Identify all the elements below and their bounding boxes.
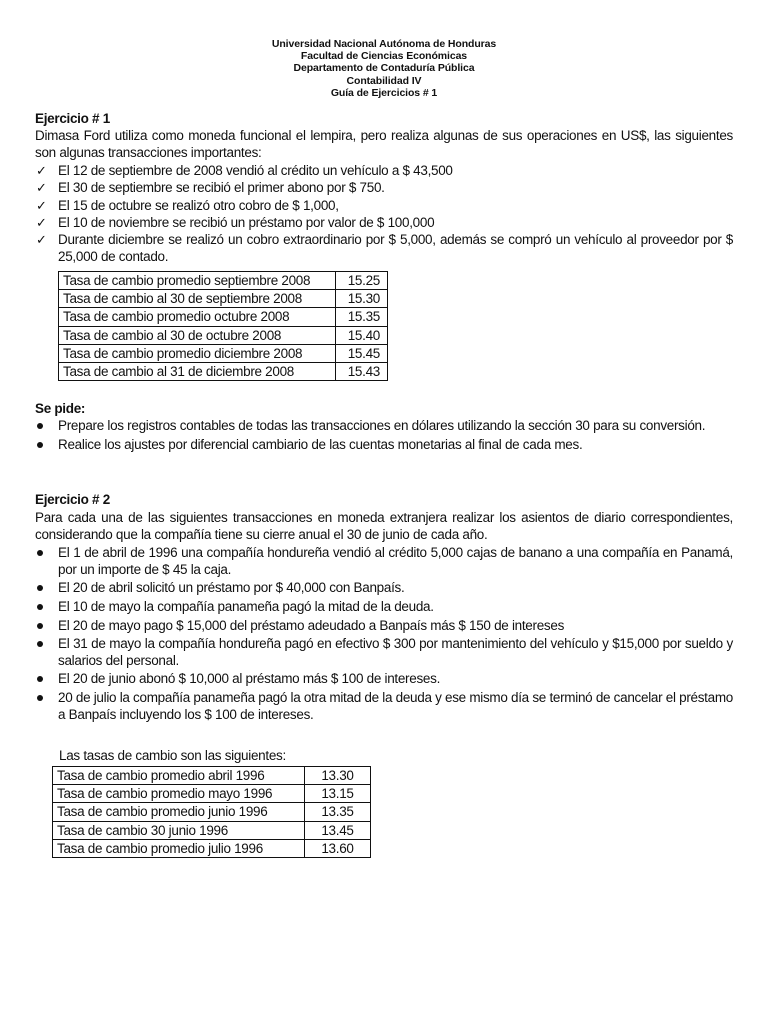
check-icon: ✓: [36, 214, 47, 230]
exercise-2-rates-table: [52, 766, 371, 858]
exercise-1-rates-table: [58, 271, 388, 381]
check-icon: ✓: [36, 232, 47, 248]
list-item: ✓ El 12 de septiembre de 2008 vendió al crédito un vehículo a $ 43,500: [36, 163, 453, 178]
exercise-1-intro: Dimasa Ford utiliza como moneda funcional el lempira, pero realiza algunas de sus operaciones en US$, las siguientes son algunas transacciones importantes:: [35, 128, 733, 160]
bullet-icon: [37, 604, 43, 610]
table-row: Tasa de cambio promedio diciembre 2008 15.45: [59, 344, 388, 362]
table-row: Tasa de cambio promedio abril 1996 13.30: [53, 767, 371, 785]
list-item: ✓ El 15 de octubre se realizó otro cobro de $ 1,000,: [36, 197, 339, 213]
bullet-icon: [37, 585, 43, 591]
table-row: Tasa de cambio promedio octubre 2008 15.35: [59, 308, 388, 326]
header-guide-title: Guía de Ejercicios # 1: [330, 86, 438, 99]
check-icon: ✓: [36, 163, 47, 178]
header-course: Contabilidad IV: [346, 74, 422, 87]
bullet-icon: [37, 550, 43, 556]
table-row: Tasa de cambio promedio mayo 1996 13.15: [53, 785, 371, 803]
table-row: Tasa de cambio al 31 de diciembre 2008 15.43: [59, 363, 388, 381]
exercise-2-intro: Para cada una de las siguientes transacciones en moneda extranjera realizar los asientos de diario correspondientes, considerando que la compañía tiene su cierre anual el 30 de junio de cada año.: [35, 510, 733, 542]
bullet-icon: [37, 695, 43, 701]
bullet-icon: [37, 442, 43, 448]
exercise-1-tasks: [35, 418, 733, 455]
header-department: Departamento de Contaduría Pública: [293, 62, 475, 75]
table-row: Tasa de cambio promedio julio 1996 13.60: [53, 839, 371, 857]
list-item: Prepare los registros contables de todas las transacciones en dólares utilizando la sección 30 para su conversión.: [35, 418, 733, 435]
list-item: 20 de julio la compañía panameña pagó la otra mitad de la deuda y ese mismo día se terminó de cancelar el préstamo a Banpaís incluyendo los $ 100 de intereses.: [35, 690, 733, 723]
table-row: Tasa de cambio promedio junio 1996 13.35: [53, 803, 371, 821]
table-row: Tasa de cambio al 30 de septiembre 2008 15.30: [59, 290, 388, 308]
bullet-icon: [37, 641, 43, 647]
header-faculty: Facultad de Ciencias Económicas: [300, 50, 468, 63]
table-row: Tasa de cambio promedio septiembre 2008 15.25: [59, 272, 388, 290]
list-item: El 10 de mayo la compañía panameña pagó la mitad de la deuda.: [35, 599, 733, 616]
bullet-icon: [37, 423, 43, 429]
exercise-2-title: Ejercicio # 2: [35, 492, 110, 507]
list-item: El 31 de mayo la compañía hondureña pagó en efectivo $ 300 por mantenimiento del vehículo y $15,000 por sueldo y salarios del personal.: [35, 636, 733, 669]
list-item: El 20 de mayo pago $ 15,000 del préstamo adeudado a Banpaís más $ 150 de intereses: [35, 618, 733, 635]
list-item: El 20 de abril solicitó un préstamo por $ 40,000 con Banpaís.: [35, 580, 733, 597]
list-item: Realice los ajustes por diferencial cambiario de las cuentas monetarias al final de cada mes.: [35, 437, 733, 454]
se-pide-heading: Se pide:: [35, 401, 86, 416]
check-icon: ✓: [36, 197, 47, 213]
list-item: ✓ El 10 de noviembre se recibió un préstamo por valor de $ 100,000: [36, 214, 435, 230]
exercise-2-transactions: [35, 545, 733, 725]
exercise-1-transactions: [35, 163, 733, 266]
check-icon: ✓: [36, 180, 47, 196]
list-item: El 1 de abril de 1996 una compañía hondureña vendió al crédito 5,000 cajas de banano a una compañía en Panamá, por un importe de $ 45 la caja.: [35, 545, 733, 578]
exercise-1-title: Ejercicio # 1: [35, 111, 110, 126]
table-row: Tasa de cambio al 30 de octubre 2008 15.40: [59, 326, 388, 344]
list-item: ✓ Durante diciembre se realizó un cobro extraordinario por $ 5,000, además se compró un vehículo al proveedor por $ 25,000 de contado.: [36, 232, 733, 264]
bullet-icon: [37, 676, 43, 682]
exercise-2-rates-intro: Las tasas de cambio son las siguientes:: [59, 748, 286, 763]
header-university: Universidad Nacional Autónoma de Honduras: [271, 38, 497, 50]
list-item: El 20 de junio abonó $ 10,000 al préstamo más $ 100 de intereses.: [35, 671, 733, 688]
table-row: Tasa de cambio 30 junio 1996 13.45: [53, 821, 371, 839]
list-item: ✓ El 30 de septiembre se recibió el primer abono por $ 750.: [36, 180, 385, 196]
bullet-icon: [37, 623, 43, 629]
document-header: [0, 38, 768, 99]
